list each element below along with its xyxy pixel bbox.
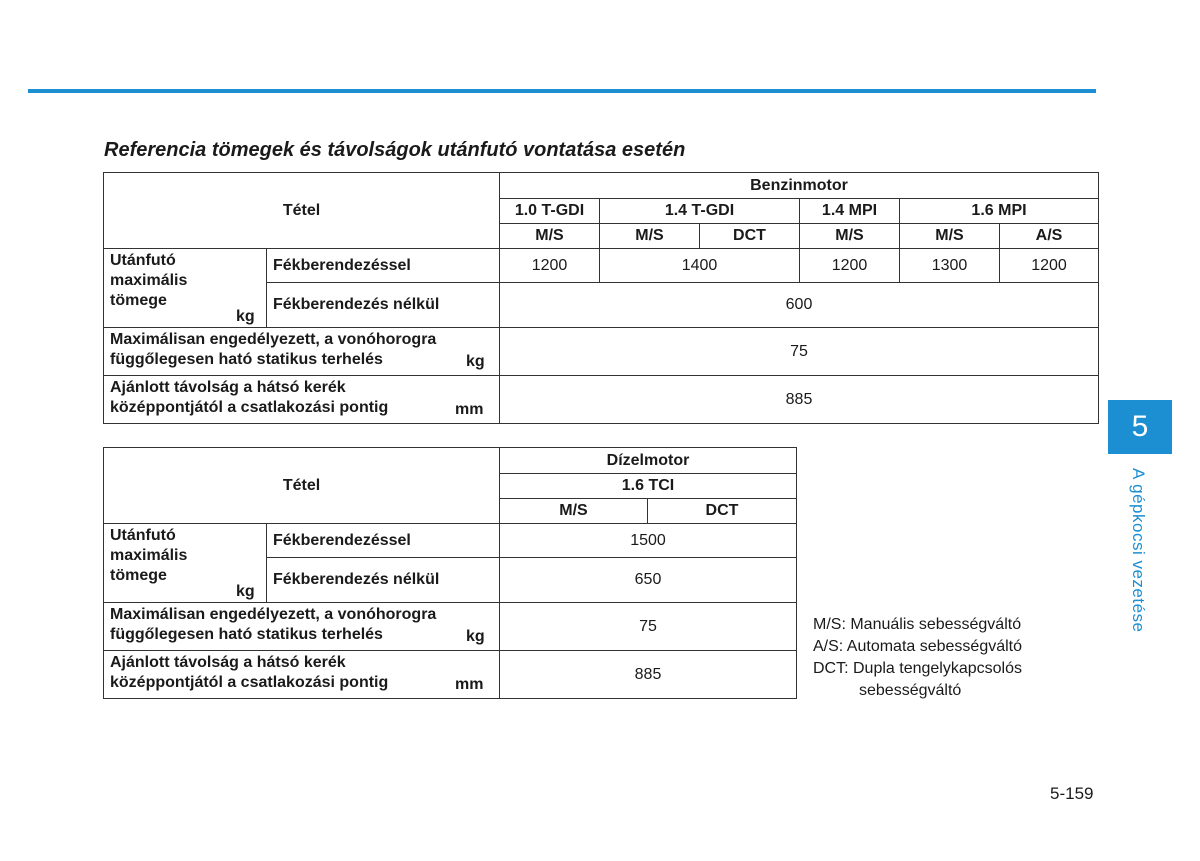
distance-label xyxy=(104,376,500,423)
braked-value: 1200 xyxy=(1000,249,1098,283)
braked-value: 1300 xyxy=(900,249,1000,283)
engine-header: Dízelmotor xyxy=(500,448,796,474)
legend-as: A/S: Automata sebességváltó xyxy=(813,638,1023,655)
petrol-table xyxy=(103,172,1099,424)
trailer-mass-text: Utánfutó maximális tömege xyxy=(110,527,188,584)
legend-dct-cont: sebességváltó xyxy=(859,682,962,699)
vertical-load-unit: kg xyxy=(466,353,485,370)
unbraked-label: Fékberendezés nélkül xyxy=(267,283,500,328)
tetel-header: Tétel xyxy=(104,448,500,524)
legend-ms: M/S: Manuális sebességváltó xyxy=(813,616,1022,633)
unbraked-value: 600 xyxy=(500,283,1098,328)
model-header: 1.4 T-GDI xyxy=(600,199,800,224)
chapter-tab: 5 xyxy=(1108,400,1172,454)
braked-value: 1200 xyxy=(500,249,600,283)
vertical-load-text: Maximálisan engedélyezett, a vonóhorogra függőlegesen ható statikus terhelés xyxy=(110,606,437,643)
gearbox-header: M/S xyxy=(800,224,900,249)
braked-value: 1200 xyxy=(800,249,900,283)
trailer-mass-label xyxy=(104,524,267,603)
page-number: 5-159 xyxy=(1050,784,1094,803)
engine-header: Benzinmotor xyxy=(500,173,1098,199)
braked-value: 1500 xyxy=(500,524,796,558)
gearbox-header: M/S xyxy=(600,224,700,249)
distance-value: 885 xyxy=(634,665,662,683)
braked-label: Fékberendezéssel xyxy=(267,249,500,283)
distance-label xyxy=(104,651,500,698)
braked-value: 1400 xyxy=(600,249,800,283)
gearbox-header: M/S xyxy=(500,224,600,249)
tetel-header: Tétel xyxy=(104,173,500,249)
top-rule xyxy=(28,89,1096,93)
distance-unit: mm xyxy=(455,676,484,693)
vertical-load-text: Maximálisan engedélyezett, a vonóhorogra függőlegesen ható statikus terhelés xyxy=(110,331,437,368)
gearbox-legend xyxy=(813,614,1022,702)
model-header: 1.6 MPI xyxy=(900,199,1098,224)
distance-text: Ajánlott távolság a hátsó kerék középpontjától a csatlakozási pontig xyxy=(110,379,389,416)
vertical-load-label xyxy=(104,328,500,376)
trailer-mass-text: Utánfutó maximális tömege xyxy=(110,252,188,309)
gearbox-header: A/S xyxy=(1000,224,1098,249)
unbraked-label: Fékberendezés nélkül xyxy=(267,558,500,603)
trailer-mass-unit: kg xyxy=(236,308,255,325)
gearbox-header: DCT xyxy=(700,224,800,249)
trailer-mass-label xyxy=(104,249,267,328)
model-header: 1.6 TCI xyxy=(500,474,796,499)
legend-dct: DCT: Dupla tengelykapcsolós xyxy=(813,660,1022,677)
vertical-load-value: 75 xyxy=(500,603,796,651)
trailer-mass-unit: kg xyxy=(236,583,255,600)
vertical-load-label xyxy=(104,603,500,651)
braked-label: Fékberendezéssel xyxy=(267,524,500,558)
vertical-load-unit: kg xyxy=(466,628,485,645)
section-heading: Referencia tömegek és távolságok utánfutó vontatása esetén xyxy=(104,139,686,161)
chapter-title: A gépkocsi vezetése xyxy=(1129,468,1148,633)
vertical-load-value: 75 xyxy=(500,328,1098,376)
distance-value: 885 xyxy=(785,390,813,408)
diesel-table xyxy=(103,447,797,699)
distance-unit: mm xyxy=(455,401,484,418)
gearbox-header: DCT xyxy=(648,499,796,524)
model-header: 1.4 MPI xyxy=(800,199,900,224)
gearbox-header: M/S xyxy=(900,224,1000,249)
distance-text: Ajánlott távolság a hátsó kerék középpontjától a csatlakozási pontig xyxy=(110,654,389,691)
model-header: 1.0 T-GDI xyxy=(500,199,600,224)
unbraked-value: 650 xyxy=(500,558,796,603)
gearbox-header: M/S xyxy=(500,499,648,524)
